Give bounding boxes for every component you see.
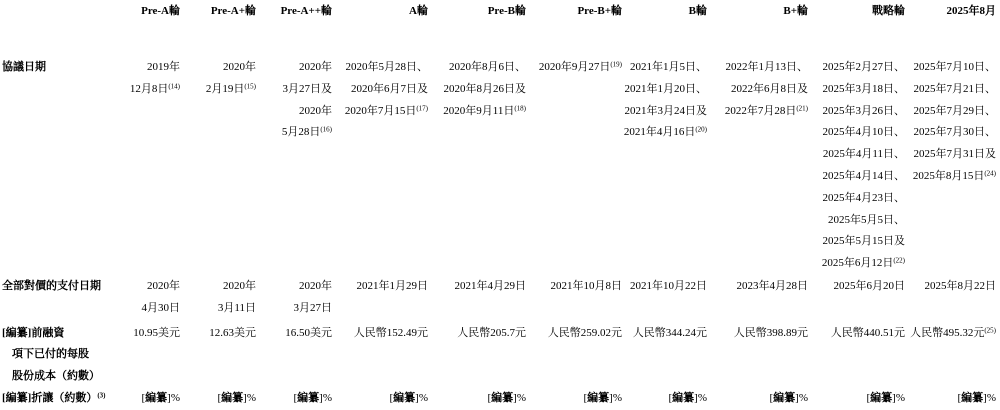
cell-payment-date-9 — [905, 275, 996, 323]
cell-line: 2021年10月22日 — [630, 280, 707, 292]
cell-line: 2025年4月14日、 — [822, 169, 905, 182]
cell-agreement-date-5 — [526, 57, 622, 275]
cell-line: 協議日期 — [2, 61, 46, 73]
redacted-marker: 編纂 — [587, 392, 610, 404]
column-header-7: B+輪 — [783, 5, 808, 17]
cell-payment-date-4 — [428, 275, 526, 323]
cell-agreement-date-1 — [180, 57, 256, 275]
cell-line: 2021年4月16日$^{(20)}$ — [623, 125, 707, 139]
cell-line: [編纂]% — [583, 392, 622, 404]
redacted-marker: 編纂 — [773, 392, 796, 404]
cell-line: 2020年8月26日及 — [443, 82, 526, 95]
cell-agreement-date-3 — [332, 57, 428, 275]
redacted-marker: 編纂 — [5, 392, 28, 404]
cell-payment-date-0 — [118, 275, 180, 323]
cell-line: 2020年 — [147, 280, 180, 292]
table-body — [2, 57, 996, 410]
cell-payment-date-7 — [707, 275, 808, 323]
cell-line: 股份成本（約數） — [12, 369, 100, 382]
footnote-marker: (22) — [893, 256, 905, 265]
table-row-payment-date — [2, 275, 996, 323]
column-header-5: Pre-B+輪 — [577, 5, 622, 17]
corner-cell — [2, 0, 118, 57]
cell-discount-0 — [118, 387, 180, 410]
cell-line: 人民幣398.89元 — [733, 327, 808, 339]
cell-line: 12月8日$^{(14)}$ — [129, 82, 180, 95]
cell-cost-per-share-4 — [428, 323, 526, 387]
row-label-agreement-date — [2, 57, 118, 275]
cell-payment-date-2 — [256, 275, 332, 323]
column-header-2: Pre-A++輪 — [280, 5, 332, 17]
cell-line: 2020年 — [223, 61, 256, 73]
cell-agreement-date-0 — [118, 57, 180, 275]
cell-line: 2020年 — [299, 280, 332, 292]
cell-line: 全部對價的支付日期 — [2, 280, 101, 292]
cell-cost-per-share-3 — [332, 323, 428, 387]
cell-line: 5月28日$^{(16)}$ — [281, 125, 332, 139]
column-header-4: Pre-B輪 — [487, 5, 526, 17]
cell-discount-5 — [526, 387, 622, 410]
cell-line: 10.95美元 — [133, 327, 180, 339]
cell-line: [編纂]% — [866, 392, 905, 404]
footnote-marker: (18) — [514, 104, 526, 113]
table-row-discount — [2, 387, 996, 410]
cell-line: 2025年4月11日、 — [822, 148, 905, 161]
cell-line: 2020年 — [223, 280, 256, 292]
cell-line: 2025年7月21日、 — [913, 82, 996, 95]
cell-line: 16.50美元 — [285, 327, 332, 339]
cell-payment-date-1 — [180, 275, 256, 323]
cell-line: 2021年4月29日 — [454, 280, 526, 292]
column-header-3: A輪 — [409, 5, 428, 17]
redacted-marker: 編纂 — [297, 392, 320, 404]
column-header-6: B輪 — [688, 5, 707, 17]
cell-cost-per-share-5 — [526, 323, 622, 387]
cell-line: [編纂]前融資 — [2, 327, 65, 339]
cell-cost-per-share-1 — [180, 323, 256, 387]
footnote-marker: (3) — [97, 391, 106, 400]
footnote-marker: (15) — [244, 82, 256, 91]
cell-line: 人民幣259.02元 — [547, 327, 622, 339]
cell-line: [編纂]% — [217, 392, 256, 404]
cell-agreement-date-9 — [905, 57, 996, 275]
footnote-marker: (25) — [984, 326, 996, 335]
cell-line: 2020年 — [299, 104, 332, 117]
cell-line: 3月11日 — [217, 302, 256, 314]
cell-line: 2021年10月8日 — [550, 280, 622, 292]
cell-line: 2025年6月12日$^{(22)}$ — [821, 256, 905, 270]
cell-payment-date-6 — [622, 275, 707, 323]
table-row-cost-per-share — [2, 323, 996, 387]
footnote-marker: (17) — [416, 104, 428, 113]
cell-line: 2025年4月10日、 — [822, 126, 905, 139]
redacted-marker: 編纂 — [491, 392, 514, 404]
cell-payment-date-8 — [808, 275, 905, 323]
cell-line: [編纂]% — [141, 392, 180, 404]
cell-line: 人民幣344.24元 — [632, 327, 707, 339]
cell-line: [編纂]% — [769, 392, 808, 404]
cell-agreement-date-2 — [256, 57, 332, 275]
cell-line: 2025年7月10日、 — [913, 61, 996, 73]
cell-discount-6 — [622, 387, 707, 410]
cell-line: 2025年5月15日及 — [822, 235, 905, 248]
cell-discount-7 — [707, 387, 808, 410]
cell-agreement-date-7 — [707, 57, 808, 275]
cell-discount-4 — [428, 387, 526, 410]
header-row — [2, 0, 996, 57]
footnote-marker: (24) — [984, 169, 996, 178]
cell-line: 2025年3月26日、 — [822, 104, 905, 117]
column-header-0: Pre-A輪 — [141, 5, 180, 17]
column-header-1: Pre-A+輪 — [210, 5, 256, 17]
cell-line: [編纂]% — [957, 392, 996, 404]
cell-line: 2025年6月20日 — [833, 280, 905, 292]
redacted-marker: 編纂 — [870, 392, 893, 404]
column-header-9: 2025年8月 — [946, 5, 996, 17]
cell-agreement-date-6 — [622, 57, 707, 275]
cell-cost-per-share-7 — [707, 323, 808, 387]
footnote-marker: (16) — [320, 125, 332, 134]
cell-discount-9 — [905, 387, 996, 410]
cell-line: 2022年1月13日、 — [725, 61, 808, 73]
cell-line: 2021年3月24日及 — [624, 104, 707, 117]
cell-line: 4月30日 — [141, 302, 180, 314]
cell-line: 2020年9月27日$^{(19)}$ — [538, 60, 622, 73]
footnote-marker: (20) — [695, 125, 707, 134]
cell-discount-2 — [256, 387, 332, 410]
row-label-discount — [2, 387, 118, 410]
cell-discount-3 — [332, 387, 428, 410]
cell-line: 2025年7月29日、 — [913, 104, 996, 117]
cell-line: 2月19日$^{(15)}$ — [205, 82, 256, 95]
cell-line: 3月27日 — [293, 302, 332, 314]
cell-line: 2021年1月29日 — [356, 280, 428, 292]
cell-line: 人民幣205.7元 — [457, 327, 526, 339]
cell-line: 人民幣440.51元 — [830, 327, 905, 339]
cell-line: 2019年 — [147, 61, 180, 73]
row-label-payment-date — [2, 275, 118, 323]
cell-line: 3月27日及 — [282, 82, 332, 95]
cell-line: [編纂]% — [668, 392, 707, 404]
cell-line: [編纂]折讓（約數）$^{(3)}$ — [2, 391, 106, 404]
cell-agreement-date-8 — [808, 57, 905, 275]
cell-line: 2021年1月5日、 — [630, 61, 707, 73]
cell-line: 項下已付的每股 — [12, 348, 89, 361]
pre-ipo-financing-table — [2, 0, 996, 410]
cell-line: 2021年1月20日、 — [624, 82, 707, 95]
cell-line: [編纂]% — [293, 392, 332, 404]
cell-line: 2022年6月8日及 — [731, 82, 808, 95]
footnote-marker: (19) — [610, 60, 622, 69]
cell-payment-date-3 — [332, 275, 428, 323]
cell-line: 2025年7月30日、 — [913, 126, 996, 139]
cell-line: 2020年 — [299, 61, 332, 73]
cell-cost-per-share-2 — [256, 323, 332, 387]
row-label-cost-per-share — [2, 323, 118, 387]
cell-cost-per-share-0 — [118, 323, 180, 387]
cell-discount-1 — [180, 387, 256, 410]
cell-line: 2025年4月23日、 — [822, 191, 905, 204]
column-header-8: 戰略輪 — [872, 5, 905, 17]
cell-line: 2023年4月28日 — [736, 280, 808, 292]
cell-cost-per-share-6 — [622, 323, 707, 387]
redacted-marker: 編纂 — [961, 392, 984, 404]
cell-cost-per-share-9 — [905, 323, 996, 387]
cell-line: 2025年2月27日、 — [822, 61, 905, 73]
cell-agreement-date-4 — [428, 57, 526, 275]
redacted-marker: 編纂 — [221, 392, 244, 404]
footnote-marker: (21) — [796, 104, 808, 113]
cell-line: 2022年7月28日$^{(21)}$ — [724, 104, 808, 117]
cell-discount-8 — [808, 387, 905, 410]
cell-line: [編纂]% — [389, 392, 428, 404]
redacted-marker: 編纂 — [393, 392, 416, 404]
cell-line: 2020年7月15日$^{(17)}$ — [344, 104, 428, 117]
cell-line: 2020年5月28日、 — [345, 61, 428, 73]
redacted-marker: 編纂 — [672, 392, 695, 404]
redacted-marker: 編纂 — [5, 327, 28, 339]
cell-cost-per-share-8 — [808, 323, 905, 387]
cell-payment-date-5 — [526, 275, 622, 323]
cell-line: [編纂]% — [487, 392, 526, 404]
cell-line: 12.63美元 — [209, 327, 256, 339]
cell-line: 2025年7月31日及 — [913, 148, 996, 161]
cell-line: 2020年6月7日及 — [351, 82, 428, 95]
cell-line: 2025年3月18日、 — [822, 82, 905, 95]
cell-line: 2025年5月5日、 — [828, 213, 905, 226]
cell-line: 2020年8月6日、 — [449, 61, 526, 73]
cell-line: 2025年8月22日 — [924, 280, 996, 292]
cell-line: 人民幣495.32元$^{(25)}$ — [910, 326, 996, 339]
footnote-marker: (14) — [168, 82, 180, 91]
table-row-agreement-date — [2, 57, 996, 275]
cell-line: 人民幣152.49元 — [353, 327, 428, 339]
cell-line: 2025年8月15日$^{(24)}$ — [912, 169, 996, 182]
cell-line: 2020年9月11日$^{(18)}$ — [443, 104, 526, 117]
redacted-marker: 編纂 — [145, 392, 168, 404]
